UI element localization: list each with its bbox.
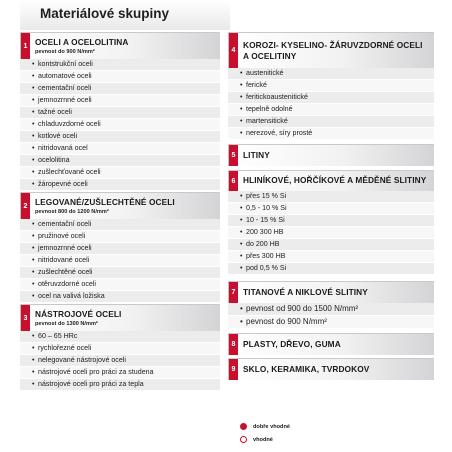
- group-header: [228, 144, 434, 166]
- group-title: OCELI A OCELOLITINA: [35, 37, 129, 47]
- list-item: • do 200 HB: [228, 239, 434, 251]
- list-item: • nelegované nástrojové oceli: [20, 355, 220, 367]
- list-item: • cementační oceli: [20, 219, 220, 231]
- legend-label: dobře vhodné: [253, 423, 290, 430]
- group-number-badge: 3: [21, 305, 30, 331]
- list-item: • tepelně odolné: [228, 104, 434, 116]
- list-item: • zušlechtěné oceli: [20, 267, 220, 279]
- group-title: KOROZI- KYSELINO- ŽÁRUVZDORNÉ OCELI A OCELITINY: [243, 40, 423, 61]
- right-column: [228, 32, 434, 381]
- list-item: • jemnozrnné oceli: [20, 95, 220, 107]
- list-item: • austenitické: [228, 68, 434, 80]
- group-title: NÁSTROJOVÉ OCELI: [35, 309, 122, 319]
- group-header: [20, 304, 220, 331]
- list-item: • nástrojové oceli pro práci za tepla: [20, 379, 220, 391]
- list-item: • žáropevné oceli: [20, 179, 220, 191]
- list-item: • feritickoaustenitické: [228, 92, 434, 104]
- group-items: [20, 59, 220, 191]
- list-item: • pod 0,5 % Si: [228, 263, 434, 275]
- legend-label: vhodné: [253, 436, 273, 443]
- list-item: • pružinové oceli: [20, 231, 220, 243]
- list-item: • kotlové oceli: [20, 131, 220, 143]
- material-group-1: [20, 32, 220, 191]
- group-title: PLASTY, DŘEVO, GUMA: [243, 339, 341, 349]
- list-item: • přes 15 % Si: [228, 191, 434, 203]
- list-item: • cementační oceli: [20, 83, 220, 95]
- list-item: • rychlořezné oceli: [20, 343, 220, 355]
- material-group-4: [228, 32, 434, 140]
- group-items: [20, 331, 220, 391]
- list-item: • 60 – 65 HRc: [20, 331, 220, 343]
- group-items: [228, 303, 434, 329]
- material-group-2: [20, 192, 220, 303]
- group-header: [228, 333, 434, 355]
- list-item: • ferické: [228, 80, 434, 92]
- list-item: • nitridovaná ocel: [20, 143, 220, 155]
- material-group-8: [228, 333, 434, 355]
- material-group-3: [20, 304, 220, 391]
- group-header: [20, 32, 220, 59]
- group-number-badge: 4: [229, 33, 238, 68]
- list-item: • nitridované oceli: [20, 255, 220, 267]
- group-title: HLINÍKOVÉ, HOŘČÍKOVÉ A MĚDĚNÉ SLITINY: [243, 175, 427, 185]
- group-subtitle: pevnost do 900 N/mm²: [35, 49, 95, 55]
- list-item: • martensitické: [228, 116, 434, 128]
- group-items: [228, 191, 434, 275]
- group-header: [20, 192, 220, 219]
- left-column: [20, 32, 220, 392]
- group-number-badge: 2: [21, 193, 30, 219]
- group-title: LITINY: [243, 150, 270, 160]
- list-item: • chladuvzdorné oceli: [20, 119, 220, 131]
- group-items: [228, 68, 434, 140]
- group-number-badge: 1: [21, 33, 30, 59]
- list-item: • 200 300 HB: [228, 227, 434, 239]
- group-title: SKLO, KERAMIKA, TVRDOKOV: [243, 364, 370, 374]
- list-item: • jemnozrnné oceli: [20, 243, 220, 255]
- list-item: • přes 300 HB: [228, 251, 434, 263]
- group-number-badge: 7: [229, 282, 238, 303]
- material-group-6: [228, 170, 434, 275]
- group-header: [228, 170, 434, 191]
- list-item: • zušlechťované oceli: [20, 167, 220, 179]
- group-number-badge: 5: [229, 145, 238, 166]
- legend: [240, 420, 290, 446]
- list-item: • ocelolitina: [20, 155, 220, 167]
- list-item: • tažné oceli: [20, 107, 220, 119]
- list-item: • otěruvzdorné oceli: [20, 279, 220, 291]
- material-group-7: [228, 281, 434, 329]
- legend-item-full: [240, 420, 290, 433]
- legend-item-empty: [240, 433, 290, 446]
- material-group-5: [228, 144, 434, 166]
- filled-circle-icon: [240, 423, 247, 430]
- list-item: • pevnost od 900 do 1500 N/mm²: [228, 303, 434, 316]
- list-item: • 0,5 - 10 % Si: [228, 203, 434, 215]
- group-title: TITANOVÉ A NIKLOVÉ SLITINY: [243, 287, 368, 297]
- list-item: • kontstrukční oceli: [20, 59, 220, 71]
- group-number-badge: 8: [229, 334, 238, 355]
- group-title: LEGOVANÉ/ZUŠLECHTĚNÉ OCELI: [35, 197, 175, 207]
- list-item: • pevnost do 900 N/mm²: [228, 316, 434, 329]
- list-item: • nerezové, síry prosté: [228, 128, 434, 140]
- list-item: • 10 - 15 % Si: [228, 215, 434, 227]
- group-number-badge: 6: [229, 171, 238, 191]
- list-item: • nástrojové oceli pro práci za studena: [20, 367, 220, 379]
- group-number-badge: 9: [229, 359, 238, 380]
- empty-circle-icon: [240, 436, 247, 443]
- group-subtitle: pevnost do 1300 N/mm²: [35, 321, 98, 327]
- group-header: [228, 358, 434, 380]
- material-group-9: [228, 358, 434, 380]
- group-header: [228, 281, 434, 303]
- group-items: [20, 219, 220, 303]
- page-title: Materiálové skupiny: [40, 6, 170, 21]
- group-header: [228, 32, 434, 68]
- list-item: • ocel na valivá ložiska: [20, 291, 220, 303]
- list-item: • automatové oceli: [20, 71, 220, 83]
- group-subtitle: pevnost 800 do 1200 N/mm²: [35, 209, 109, 215]
